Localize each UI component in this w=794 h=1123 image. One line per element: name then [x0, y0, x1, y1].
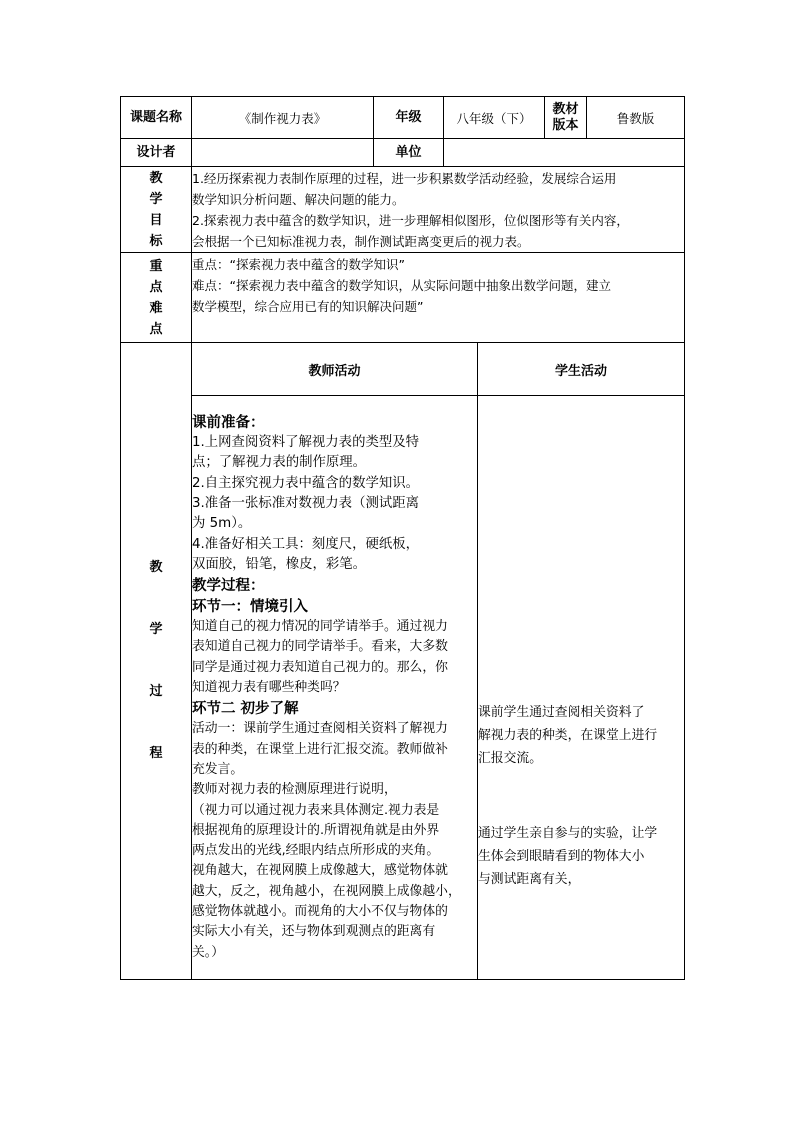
student-note-1: 课前学生通过查阅相关资料了 解视力表的种类，在课堂上进行 汇报交流。: [478, 705, 658, 766]
row-activities: [121, 396, 685, 980]
textbook-label: [545, 97, 587, 139]
section-heading: 环节一：情境引入: [192, 598, 308, 616]
unit-value: [444, 139, 685, 167]
row-objectives: [121, 167, 685, 253]
textbook-label-line2: 版本: [552, 117, 579, 133]
unit-label: 单位: [374, 139, 444, 167]
student-activity-content: [478, 396, 685, 980]
row-designer: [121, 139, 685, 167]
topic-value: 《制作视力表》: [192, 97, 374, 139]
row-activity-heads: [121, 343, 685, 396]
student-note-2: 通过学生亲自参与的实验，让学 生体会到眼睛看到的物体大小 与测试距离有关，: [478, 826, 658, 887]
student-activity-head: 学生活动: [478, 343, 685, 396]
teacher-activity-content: 课前准备： 1.上网查阅资料了解视力表的类型及特 点；了解视力表的制作原理。 2.自主探究视力表中蕴含的数学知识。 3.准备一张标准对数视力表（测试距离 为 5m）。 4.准备好相关工具：刻度尺，硬纸板， 双面胶，铅笔，橡皮，彩笔。 教学过程： 环节一：情境引入 知道自己的视力情况的同学请举手。通过视力 表知道自己视力的同学请举手。看来，大多数 同学是通过视力表知道自己视力的。那么，你 知道视力表有哪些种类吗？ 环节二 初步了解 活动一：课前学生通过查阅相关资料了解视力 表的种类，在课堂上进行汇报交流。教师做补 充发言。 教师对视力表的检测原理进行说明， （视力可以通过视力表来具体测定.视力表是 根据视角的原理设计的.所谓视角就是由外界 两点发出的光线,经眼内结点所形成的夹角。 视角越大，在视网膜上成像越大，感觉物体就 越大，反之，视角越小，在视网膜上成像越小， 感觉物体就越小。而视角的大小不仅与物体的 实际大小有关，还与物体到观测点的距离有 关。）: [192, 396, 478, 980]
row-keypoints: [121, 253, 685, 343]
keypoints-label: 重 点 难 点: [121, 253, 192, 343]
keypoints-text: 重点：“探索视力表中蕴含的数学知识” 难点：“探索视力表中蕴含的数学知识，从实际问题中抽象出数学问题，建立 数学模型，综合应用已有的知识解决问题”: [192, 253, 685, 343]
section-heading: 课前准备：: [192, 414, 265, 432]
topic-label: 课题名称: [121, 97, 192, 139]
objectives-text: 1.经历探索视力表制作原理的过程，进一步积累数学活动经验，发展综合运用 数学知识分析问题、解决问题的能力。 2.探索视力表中蕴含的数学知识，进一步理解相似图形，位似图形等有关内容， 会根据一个已知标准视力表，制作测试距离变更后的视力表。: [192, 167, 685, 253]
lesson-plan-table: [120, 96, 685, 980]
section-heading: 教学过程：: [192, 577, 265, 595]
section-heading: 环节二 初步了解: [192, 700, 299, 718]
designer-label: 设计者: [121, 139, 192, 167]
grade-label: 年级: [374, 97, 444, 139]
row-topic: [121, 97, 685, 139]
textbook-value: 鲁教版: [587, 97, 685, 139]
objectives-label: 教 学 目 标: [121, 167, 192, 253]
textbook-label-line1: 教材: [552, 101, 579, 117]
grade-value: 八年级（下）: [444, 97, 545, 139]
teacher-activity-head: 教师活动: [192, 343, 478, 396]
process-label: 教 学 过 程: [121, 343, 192, 980]
designer-value: [192, 139, 374, 167]
